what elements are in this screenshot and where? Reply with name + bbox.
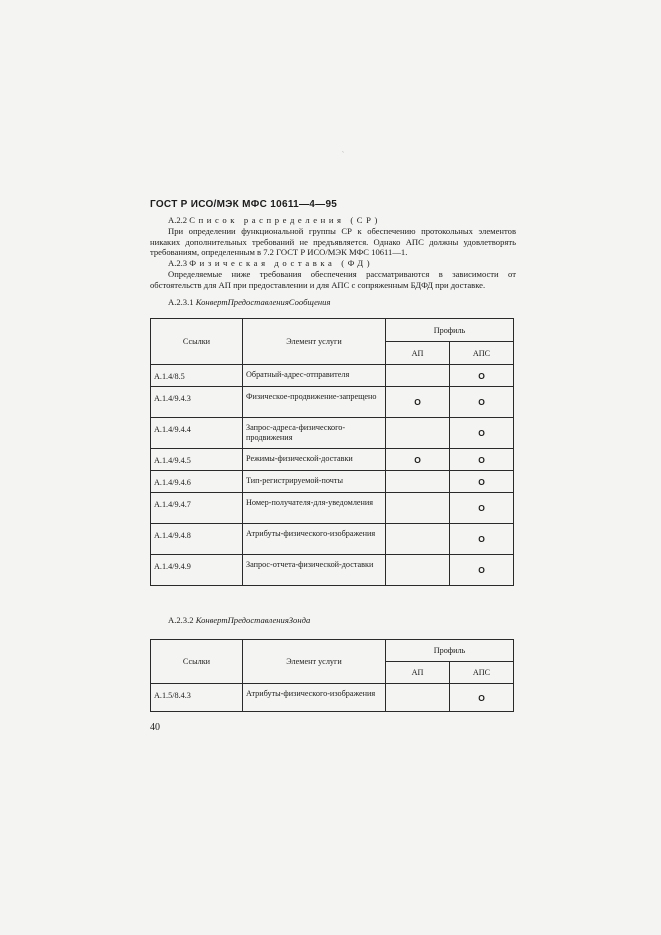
row-element: Обратный-адрес-отправителя (243, 365, 386, 387)
col-header-ap: АП (386, 342, 450, 365)
table2-caption-number: А.2.3.2 (168, 615, 194, 625)
table-row (151, 524, 514, 555)
row-element: Тип-регистрируемой-почты (243, 471, 386, 493)
row-element: Физическое-продвижение-запрещено (243, 387, 386, 418)
section-2-2-text: При определении функциональной группы СР к обеспечению протокольных элементов никаких дополнительных требований не предъявляется. Однако АПС должны удовлетворять требованиям, определенным в 7.2 ГОСТ Р ИСО/МЭК МФС 10611—1. (150, 225, 516, 258)
section-2-2-title: Список распределения (СР) (189, 215, 381, 225)
row-aps: О (450, 449, 514, 471)
table-message-submission-envelope (150, 318, 514, 586)
table-row (151, 365, 514, 387)
row-ref: А.1.4/9.4.9 (151, 555, 243, 586)
row-ap (386, 365, 450, 387)
col-header-element: Элемент услуги (243, 640, 386, 684)
row-element: Запрос-адреса-физического-продвижения (243, 418, 386, 449)
row-aps: О (450, 418, 514, 449)
table-row (151, 471, 514, 493)
row-aps: О (450, 365, 514, 387)
row-aps: О (450, 493, 514, 524)
table-row (151, 449, 514, 471)
row-ap (386, 471, 450, 493)
document-header: ГОСТ Р ИСО/МЭК МФС 10611—4—95 (150, 199, 338, 210)
table1-caption (168, 297, 330, 307)
col-header-profile: Профиль (386, 640, 514, 662)
row-ap (386, 684, 450, 712)
row-element: Атрибуты-физического-изображения (243, 524, 386, 555)
table-probe-submission-envelope (150, 639, 514, 712)
row-ap: О (386, 387, 450, 418)
section-2-3-number: А.2.3 (168, 258, 188, 268)
table-row (151, 387, 514, 418)
page-number: 40 (150, 722, 160, 733)
scan-speck: ` (342, 152, 344, 158)
row-element: Режимы-физической-доставки (243, 449, 386, 471)
row-element: Номер-получателя-для-уведомления (243, 493, 386, 524)
row-ap (386, 555, 450, 586)
col-header-ap: АП (386, 662, 450, 684)
col-header-profile: Профиль (386, 319, 514, 342)
table1-caption-name: КонвертПредоставленияСообщения (195, 297, 331, 307)
table2-caption-name: КонвертПредоставленияЗонда (195, 615, 311, 625)
row-ref: А.1.4/9.4.5 (151, 449, 243, 471)
row-aps: О (450, 555, 514, 586)
table2-caption (168, 615, 310, 625)
col-header-refs: Ссылки (151, 640, 243, 684)
row-aps: О (450, 387, 514, 418)
row-ref: А.1.4/9.4.6 (151, 471, 243, 493)
row-ref: А.1.4/9.4.8 (151, 524, 243, 555)
row-ref: А.1.4/9.4.4 (151, 418, 243, 449)
section-2-3-text: Определяемые ниже требования обеспечения рассматриваются в зависимости от обстоятельств для АП при предоставлении и для АПС с сопряженным БДФД при доставке. (150, 268, 516, 290)
col-header-aps: АПС (450, 662, 514, 684)
row-ap (386, 524, 450, 555)
row-ap (386, 493, 450, 524)
row-aps: О (450, 471, 514, 493)
row-ref: А.1.4/8.5 (151, 365, 243, 387)
table-row (151, 555, 514, 586)
col-header-refs: Ссылки (151, 319, 243, 365)
table-row (151, 684, 514, 712)
table-row (151, 493, 514, 524)
row-ref: А.1.5/8.4.3 (151, 684, 243, 712)
section-2-3 (150, 258, 516, 290)
col-header-aps: АПС (450, 342, 514, 365)
section-2-3-title: Физическая доставка (ФД) (189, 258, 374, 268)
col-header-element: Элемент услуги (243, 319, 386, 365)
row-ap (386, 418, 450, 449)
row-element: Атрибуты-физического-изображения (243, 684, 386, 712)
row-ap: О (386, 449, 450, 471)
row-aps: О (450, 684, 514, 712)
row-ref: А.1.4/9.4.7 (151, 493, 243, 524)
table1-caption-number: А.2.3.1 (168, 297, 194, 307)
section-2-2 (150, 215, 516, 258)
row-element: Запрос-отчета-физической-доставки (243, 555, 386, 586)
section-2-2-number: А.2.2 (168, 215, 188, 225)
row-ref: А.1.4/9.4.3 (151, 387, 243, 418)
table-row (151, 418, 514, 449)
row-aps: О (450, 524, 514, 555)
